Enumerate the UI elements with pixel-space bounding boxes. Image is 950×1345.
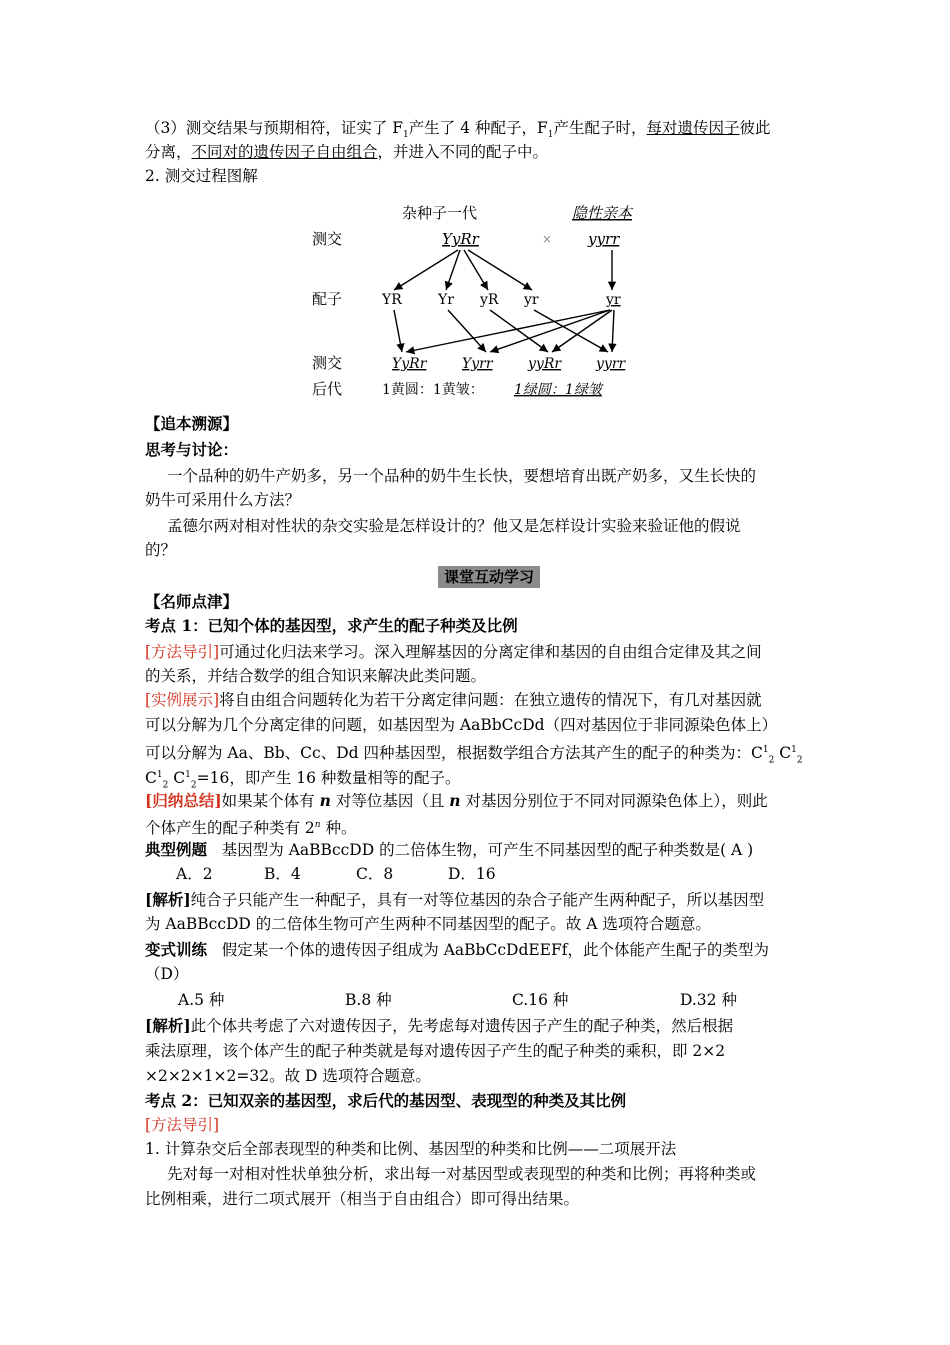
arrow-to-yR <box>464 250 488 290</box>
recessive-gamete: yr <box>606 292 621 308</box>
variant-option-d: D.32 种 <box>680 991 737 1009</box>
offspring-yyrr: yyrr <box>596 356 626 372</box>
gamete-yR: yR <box>480 292 499 308</box>
analysis-tag-2: [解析] <box>145 1016 191 1035</box>
typical-option-b: B．4 <box>264 865 301 883</box>
cross-symbol: × <box>542 232 553 246</box>
example-tag: [实例展示] <box>145 691 220 709</box>
method2-line-1: 1. 计算杂交后全部表现型的种类和比例、基因型的种类和比例——二项展开法 <box>145 1140 677 1158</box>
summary-tag: [归纳总结] <box>145 791 222 810</box>
gamete-YR: YR <box>382 292 402 308</box>
diagram-heading: 2. 测交过程图解 <box>145 167 258 185</box>
analysis-tag: [解析] <box>145 890 191 909</box>
summary-line-1: [归纳总结]如果某个体有 n 对等位基因（且 n 对基因分别位于不同对同源染色体上），则此 <box>145 791 768 810</box>
example-line-2: 可以分解为几个分离定律的问题，如基因型为 AaBbCcDd（四对基因位于非同源染色体上） <box>145 716 778 734</box>
offspring-label-2: 后代 <box>312 380 343 398</box>
arrow-recessive-4 <box>612 310 614 352</box>
offspring-Yyrr: Yyrr <box>462 356 493 372</box>
typical-analysis-line-2: 为 AaBBccDD 的二倍体生物可产生两种不同基因型的配子。故 A 选项符合题意。 <box>145 915 711 933</box>
testcross-result-line-2: 分离，不同对的遗传因子自由组合，并进入不同的配子中。 <box>145 143 549 161</box>
arrow-yR-offspring <box>490 310 548 352</box>
variant-answer: （D） <box>145 965 189 983</box>
hybrid-label: 杂种子一代 <box>402 204 478 222</box>
example-line-4: $C^1_2$ $C^1_2=16$，即产生 16 种数量相等的配子。 <box>145 769 461 791</box>
example-line-3: 可以分解为 Aa、Bb、Cc、Dd 四种基因型，根据数学组合方法其产生的配子的种类为：$C^1_2$ $C^1_2$ <box>145 744 803 766</box>
typical-question: 典型例题 基因型为 AaBBccDD 的二倍体生物，可产生不同基因型的配子种类数是( A ) <box>145 840 754 859</box>
discuss-q1-line-2: 奶牛可采用什么方法？ <box>145 491 301 509</box>
testcross-result-line-1: （3）测交结果与预期相符，证实了 $F_1$产生了 4 种配子，$F_1$产生配子时，每对遗传因子彼此 <box>145 119 771 141</box>
discuss-title: 思考与讨论： <box>145 440 239 459</box>
variant-option-c: C.16 种 <box>512 991 569 1009</box>
variant-option-b: B.8 种 <box>345 991 392 1009</box>
testcross-diagram <box>310 198 650 408</box>
method-line-2: 的关系，并结合数学的组合知识来解决此类问题。 <box>145 667 487 685</box>
discuss-q1-line-1: 一个品种的奶牛产奶多，另一个品种的奶牛生长快，要想培育出既产奶多，又生长快的 <box>167 467 757 485</box>
recessive-genotype: yyrr <box>588 230 620 248</box>
variant-label: 变式训练 <box>145 940 208 959</box>
method2-line-3: 比例相乘，进行二项式展开（相当于自由组合）即可得出结果。 <box>145 1190 580 1208</box>
variant-option-a: A.5 种 <box>178 991 225 1009</box>
variant-question: 变式训练 假定某一个体的遗传因子组成为 AaBbCcDdEEFf，此个体能产生配子的类型为 <box>145 940 769 959</box>
recessive-parent-label: 隐性亲本 <box>572 204 633 222</box>
gamete-yr: yr <box>524 292 539 308</box>
variant-analysis-line-1: [解析]此个体共考虑了六对遗传因子，先考虑每对遗传因子产生的配子种类，然后根据 <box>145 1016 734 1035</box>
testcross-label: 测交 <box>312 230 343 248</box>
offspring-label-1: 测交 <box>312 354 343 372</box>
discuss-q2-line-1: 孟德尔两对相对性状的杂交实验是怎样设计的？他又是怎样设计实验来验证他的假说 <box>167 517 741 535</box>
summary-line-2: 个体产生的配子种类有 2$^n$ 种。 <box>145 819 357 838</box>
arrow-Yr-offspring <box>448 310 486 352</box>
trace-title: 【追本溯源】 <box>145 414 239 433</box>
gamete-label: 配子 <box>312 290 343 308</box>
typical-analysis-line-1: [解析]纯合子只能产生一种配子，具有一对等位基因的杂合子能产生两种配子，所以基因型 <box>145 890 765 909</box>
typical-option-a: A．2 <box>176 865 213 883</box>
typical-option-c: C．8 <box>356 865 394 883</box>
method2-line-2: 先对每一对相对性状单独分析，求出每一对基因型或表现型的种类和比例；再将种类或 <box>167 1165 757 1183</box>
gamete-Yr: Yr <box>438 292 454 308</box>
method-line-1: [方法导引]可通过化归法来学习。深入理解基因的分离定律和基因的自由组合定律及其之间 <box>145 643 762 661</box>
hybrid-genotype: YyRr <box>442 230 479 248</box>
offspring-yyRr: yyRr <box>528 356 562 372</box>
point1-title: 考点 1：已知个体的基因型，求产生的配子种类及比例 <box>145 616 518 635</box>
method-tag: [方法导引] <box>145 643 220 661</box>
teacher-title: 【名师点津】 <box>145 592 239 611</box>
discuss-q2-line-2: 的？ <box>145 541 177 559</box>
variant-analysis-line-3: ×2×2×1×2=32。故 D 选项符合题意。 <box>145 1067 431 1085</box>
section-banner: 课堂互动学习 <box>438 566 540 588</box>
example-line-1: [实例展示]将自由组合问题转化为若干分离定律问题：在独立遗传的情况下，有几对基因就 <box>145 691 762 709</box>
point2-title: 考点 2：已知双亲的基因型，求后代的基因型、表现型的种类及其比例 <box>145 1091 627 1110</box>
arrow-yr-offspring <box>534 310 608 352</box>
offspring-YyRr: YyRr <box>392 356 427 372</box>
ratio-green: 1绿圆：1绿皱 <box>514 382 602 398</box>
typical-label: 典型例题 <box>145 840 208 859</box>
arrow-YR-offspring <box>394 310 402 352</box>
typical-option-d: D．16 <box>448 865 496 883</box>
ratio-yellow: 1黄圆：1黄皱： <box>382 382 484 398</box>
method2-tag: [方法导引] <box>145 1116 220 1134</box>
variant-analysis-line-2: 乘法原理，该个体产生的配子种类就是每对遗传因子产生的配子种类的乘积，即 2×2 <box>145 1042 726 1060</box>
arrow-to-yr <box>468 250 532 290</box>
